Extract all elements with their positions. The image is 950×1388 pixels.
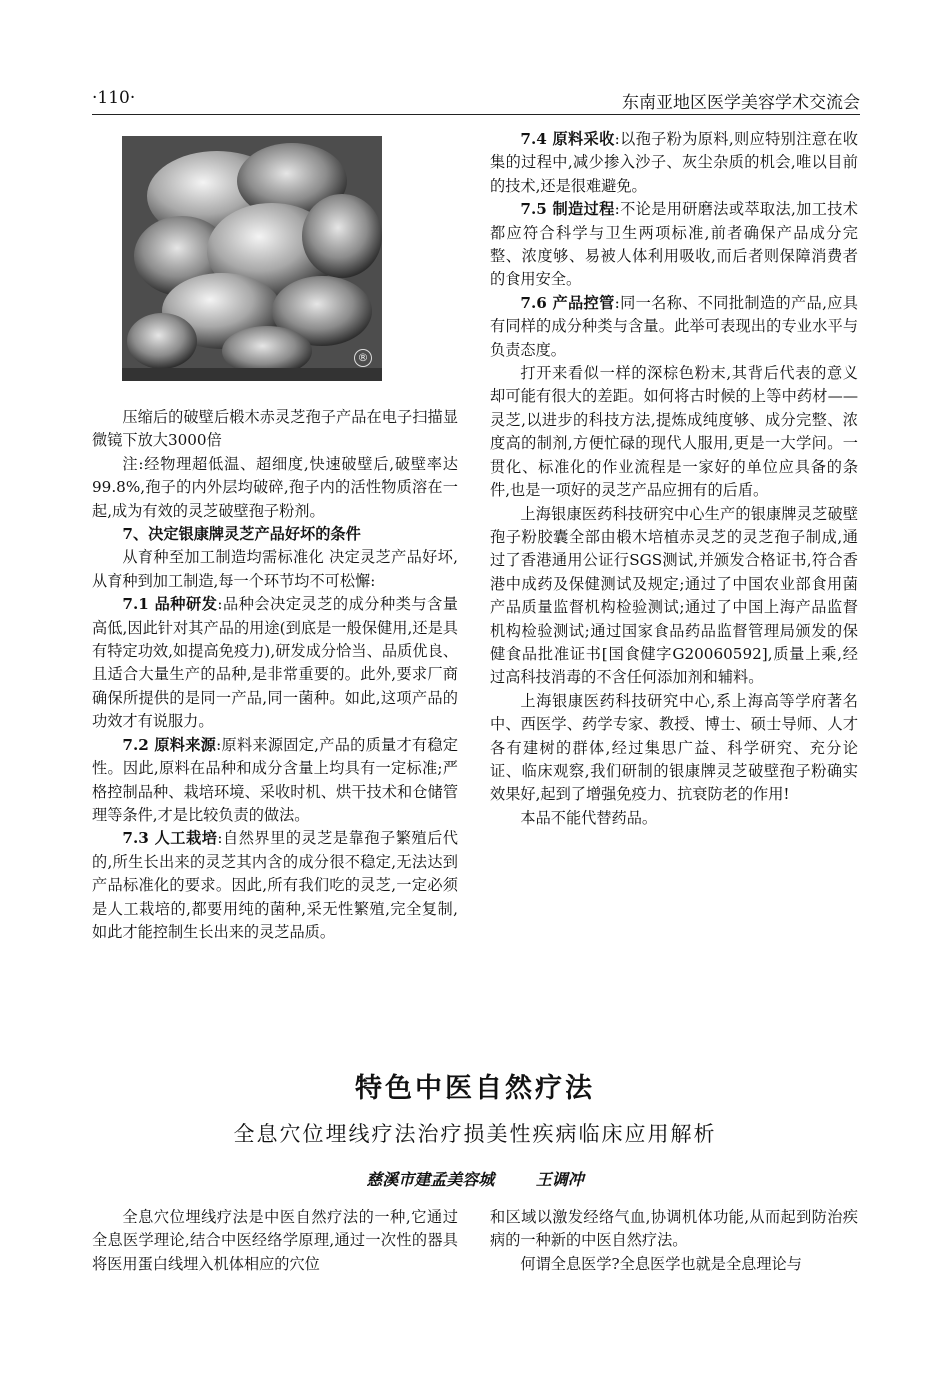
subsection-7-4-text: :以孢子粉为原料,则应特别注意在收集的过程中,减少掺入沙子、灰尘杂质的机会,唯以目前的技术,还是很难避免。 xyxy=(490,130,858,195)
left-column xyxy=(92,406,458,944)
article-left-column xyxy=(92,1206,458,1276)
paragraph-product: 上海银康医药科技研究中心生产的银康牌灵芝破壁孢子粉胶囊全部由椴木培植赤灵芝的灵芝孢子制成,通过了香港通用公证行SGS测试,并颁发合格证书,符合香港中成药及保健测试及规定;通过了中国农业部食用菌产品质量监督机构检验测试;通过了中国上海产品监督机构检验测试;通过国家食品药品监督管理局颁发的保健食品批准证书[国食健字G20060592],质量上乘,经过高科技消毒的不含任何添加剂和辅料。 xyxy=(490,504,858,687)
section-title: 特色中医自然疗法 xyxy=(355,1073,595,1104)
article-paragraph-1: 全息穴位埋线疗法是中医自然疗法的一种,它通过全息医学理论,结合中医经络学原理,通过一次性的器具将医用蛋白线埋入机体相应的穴位 xyxy=(92,1208,458,1273)
article-title: 全息穴位埋线疗法治疗损美性疾病临床应用解析 xyxy=(233,1122,717,1146)
section-heading-7: 7、决定银康牌灵芝产品好坏的条件 xyxy=(122,525,361,544)
subsection-7-3-text: :自然界里的灵芝是靠孢子繁殖后代的,所生长出来的灵芝其内含的成分很不稳定,无法达到产品标准化的要求。因此,所有我们吃的灵芝,一定必须是人工栽培的,都要用纯的菌种,采无性繁殖,完全复制,如此才能控制生长出来的灵芝品质。 xyxy=(92,829,458,941)
affiliation: 慈溪市建孟美容城 xyxy=(366,1170,495,1189)
subsection-7-3 xyxy=(92,827,458,944)
journal-title: 东南亚地区医学美容学术交流会 xyxy=(622,93,860,113)
subsection-7-5 xyxy=(490,198,858,292)
subsection-7-1 xyxy=(92,593,458,733)
subsection-7-2-text: :原料来源固定,产品的质量才有稳定性。因此,原料在品种和成分含量上均具有一定标准;严格控制品种、栽培环境、采收时机、烘干技术和仓储管理等条件,才是比较负责的做法。 xyxy=(92,735,458,824)
subsection-7-1-label: 7.1 品种研发 xyxy=(122,595,218,614)
article-right-column xyxy=(490,1206,858,1276)
registered-mark: ® xyxy=(354,349,372,367)
subsection-7-2 xyxy=(92,734,458,828)
running-header xyxy=(92,80,860,115)
byline xyxy=(0,1167,950,1190)
article-paragraph-2: 何谓全息医学?全息医学也就是全息理论与 xyxy=(520,1254,802,1273)
author-name: 王调冲 xyxy=(535,1170,584,1189)
article-paragraph-1-cont: 和区域以激发经络气血,协调机体功能,从而起到防治疾病的一种新的中医自然疗法。 xyxy=(490,1208,858,1250)
subsection-7-3-label: 7.3 人工栽培 xyxy=(122,829,218,848)
subsection-7-6 xyxy=(490,292,858,362)
sem-photo xyxy=(122,136,382,381)
figure-caption: 压缩后的破壁后椴木赤灵芝孢子产品在电子扫描显微镜下放大3000倍 xyxy=(92,408,458,450)
sem-photo-image xyxy=(122,136,382,381)
figure-note: 注:经物理超低温、超细度,快速破壁后,破壁率达99.8%,孢子的内外层均破碎,孢子内的活性物质溶在一起,成为有效的灵芝破壁孢子粉剂。 xyxy=(92,454,458,520)
page-number: ·110· xyxy=(92,88,136,108)
subsection-7-6-label: 7.6 产品控管 xyxy=(520,293,615,312)
subsection-7-4-label: 7.4 原料采收 xyxy=(520,130,615,148)
subsection-7-6-text: :同一名称、不同批制造的产品,应具有同样的成分种类与含量。此举可表现出的专业水平与负责态度。 xyxy=(490,293,858,359)
subsection-7-5-label: 7.5 制造过程 xyxy=(520,200,615,219)
paragraph-disclaimer: 本品不能代替药品。 xyxy=(520,808,658,827)
subsection-7-2-label: 7.2 原料来源 xyxy=(122,735,217,754)
subsection-7-5-text: :不论是用研磨法或萃取法,加工技术都应符合科学与卫生两项标准,前者确保产品成分完整、浓度够、易被人体利用吸收,而后者则保障消费者的食用安全。 xyxy=(490,200,858,289)
section-7-intro: 从育种至加工制造均需标准化 决定灵芝产品好坏,从育种到加工制造,每一个环节均不可松懈: xyxy=(92,548,458,590)
paragraph-research-center: 上海银康医药科技研究中心,系上海高等学府著名中、西医学、药学专家、教授、博士、硕士导师、人才各有建树的群体,经过集思广益、科学研究、充分论证、临床观察,我们研制的银康牌灵芝破壁孢子粉确实效果好,起到了增强免疫力、抗衰防老的作用! xyxy=(490,691,858,804)
subsection-7-4 xyxy=(490,128,858,198)
subsection-7-1-text: :品种会决定灵芝的成分种类与含量高低,因此针对其产品的用途(到底是一般保健用,还是具有特定功效,如提高免疫力),研发成分恰当、品质优良、且适合大量生产的品种,是非常重要的。此外,要求厂商确保所提供的是同一产品,同一菌种。如此,这项产品的功效才有说服力。 xyxy=(92,595,458,731)
paragraph-powder: 打开来看似一样的深棕色粉末,其背后代表的意义却可能有很大的差距。如何将古时候的上等中药材——灵芝,以进步的科技方法,提炼成纯度够、成分完整、浓度高的制剂,方便忙碌的现代人服用,更是一大学问。一贯化、标准化的作业流程是一家好的单位应具备的条件,也是一项好的灵芝产品应拥有的后盾。 xyxy=(490,364,858,500)
right-column xyxy=(490,128,858,830)
